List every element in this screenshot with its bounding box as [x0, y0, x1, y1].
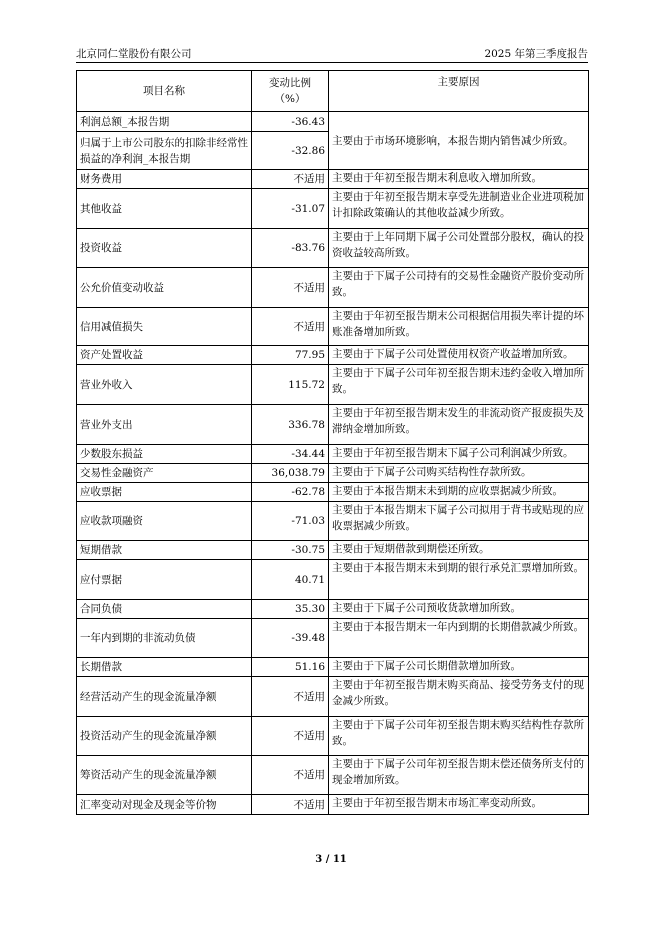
row-value: -39.48 [252, 619, 329, 658]
row-value: -34.44 [252, 445, 329, 464]
header-change-ratio [252, 71, 329, 112]
table-row [77, 600, 589, 619]
row-reason: 主要由于年初至报告期末市场汇率变动所致。 [329, 795, 589, 815]
row-item: 公允价值变动收益 [77, 268, 252, 308]
row-reason: 主要由于下属子公司预收货款增加所致。 [329, 600, 589, 619]
row-value: 36,038.79 [252, 464, 329, 483]
row-item: 营业外收入 [77, 365, 252, 405]
row-item: 应付票据 [77, 560, 252, 600]
row-value: -83.76 [252, 229, 329, 268]
table-row [77, 112, 589, 132]
row-reason: 主要由于年初至报告期末公司根据信用损失率计提的坏账准备增加所致。 [329, 308, 589, 346]
row-item: 营业外支出 [77, 405, 252, 445]
row-value: 不适用 [252, 308, 329, 346]
row-reason: 主要由于下属子公司年初至报告期末购买结构性存款所致。 [329, 717, 589, 756]
row-reason: 主要由于短期借款到期偿还所致。 [329, 541, 589, 560]
row-item: 财务费用 [77, 170, 252, 189]
row-reason: 主要由于本报告期末一年内到期的长期借款减少所致。 [329, 619, 589, 658]
row-reason: 主要由于下属子公司购买结构性存款所致。 [329, 464, 589, 483]
row-reason: 主要由于下属子公司年初至报告期末偿还债务所支付的现金增加所致。 [329, 756, 589, 795]
header-divider [76, 62, 588, 63]
row-item: 应收款项融资 [77, 502, 252, 541]
row-value: 115.72 [252, 365, 329, 405]
table-row [77, 502, 589, 541]
row-reason: 主要由于下属子公司年初至报告期末违约金收入增加所致。 [329, 365, 589, 405]
table-row [77, 445, 589, 464]
row-item: 汇率变动对现金及现金等价物 [77, 795, 252, 815]
page-number: 3 / 11 [315, 854, 347, 865]
page-header [76, 44, 588, 62]
table-row [77, 677, 589, 717]
row-item: 资产处置收益 [77, 346, 252, 365]
row-reason: 主要由于下属子公司长期借款增加所致。 [329, 658, 589, 677]
table-row [77, 189, 589, 229]
row-item: 其他收益 [77, 189, 252, 229]
header-item-name: 项目名称 [77, 71, 252, 112]
table-row [77, 365, 589, 405]
row-item: 少数股东损益 [77, 445, 252, 464]
row-value: 不适用 [252, 756, 329, 795]
row-reason: 主要由于下属子公司处置使用权资产收益增加所致。 [329, 346, 589, 365]
row-reason: 主要由于本报告期末未到期的应收票据减少所致。 [329, 483, 589, 502]
table-row [77, 464, 589, 483]
row-value: 77.95 [252, 346, 329, 365]
row-item: 经营活动产生的现金流量净额 [77, 677, 252, 717]
row-value: -30.75 [252, 541, 329, 560]
table-row [77, 346, 589, 365]
table-row [77, 229, 589, 268]
row-reason: 主要由于本报告期末未到期的银行承兑汇票增加所致。 [329, 560, 589, 600]
row-item: 信用减值损失 [77, 308, 252, 346]
row-reason: 主要由于本报告期末下属子公司拟用于背书或贴现的应收票据减少所致。 [329, 502, 589, 541]
table-row [77, 795, 589, 815]
row-value: -31.07 [252, 189, 329, 229]
table-row [77, 170, 589, 189]
row-item: 合同负债 [77, 600, 252, 619]
row-reason: 主要由于上年同期下属子公司处置部分股权，确认的投资收益较高所致。 [329, 229, 589, 268]
company-name: 北京同仁堂股份有限公司 [76, 48, 192, 60]
report-title: 2025 年第三季度报告 [484, 48, 588, 60]
row-value: -36.43 [252, 112, 329, 132]
row-item: 投资活动产生的现金流量净额 [77, 717, 252, 756]
row-value: 51.16 [252, 658, 329, 677]
table-row [77, 541, 589, 560]
row-value: 不适用 [252, 170, 329, 189]
row-value: 40.71 [252, 560, 329, 600]
row-reason: 主要由于年初至报告期末发生的非流动资产报废损失及滞纳金增加所致。 [329, 405, 589, 445]
row-item: 应收票据 [77, 483, 252, 502]
table-row [77, 308, 589, 346]
table-row [77, 717, 589, 756]
row-value: -71.03 [252, 502, 329, 541]
header-ratio-line2: （%） [274, 93, 306, 105]
table-row [77, 560, 589, 600]
row-value: 35.30 [252, 600, 329, 619]
row-item: 筹资活动产生的现金流量净额 [77, 756, 252, 795]
row-item: 投资收益 [77, 229, 252, 268]
row-value: 336.78 [252, 405, 329, 445]
row-value: 不适用 [252, 677, 329, 717]
row-item: 长期借款 [77, 658, 252, 677]
change-reason-table [76, 70, 589, 815]
table-row [77, 483, 589, 502]
row-reason-merged: 主要由于市场环境影响，本报告期内销售减少所致。 [329, 112, 589, 170]
table-row [77, 619, 589, 658]
row-reason: 主要由于年初至报告期末购买商品、接受劳务支付的现金减少所致。 [329, 677, 589, 717]
row-reason: 主要由于下属子公司持有的交易性金融资产股价变动所致。 [329, 268, 589, 308]
row-value: 不适用 [252, 717, 329, 756]
row-reason: 主要由于年初至报告期末享受先进制造业企业进项税加计扣除政策确认的其他收益减少所致。 [329, 189, 589, 229]
header-reason: 主要原因 [329, 71, 589, 112]
row-value: 不适用 [252, 268, 329, 308]
row-reason: 主要由于年初至报告期末利息收入增加所致。 [329, 170, 589, 189]
table-row [77, 756, 589, 795]
row-item: 短期借款 [77, 541, 252, 560]
header-ratio-line1: 变动比例 [269, 77, 311, 89]
table-row [77, 268, 589, 308]
table-row [77, 658, 589, 677]
row-reason: 主要由于年初至报告期末下属子公司利润减少所致。 [329, 445, 589, 464]
row-item: 利润总额_本报告期 [77, 112, 252, 132]
row-value: 不适用 [252, 795, 329, 815]
row-item: 归属于上市公司股东的扣除非经常性损益的净利润_本报告期 [77, 132, 252, 170]
row-item: 一年内到期的非流动负债 [77, 619, 252, 658]
table-header-row [77, 71, 589, 112]
row-value: -62.78 [252, 483, 329, 502]
row-value: -32.86 [252, 132, 329, 170]
row-item: 交易性金融资产 [77, 464, 252, 483]
table-row [77, 405, 589, 445]
